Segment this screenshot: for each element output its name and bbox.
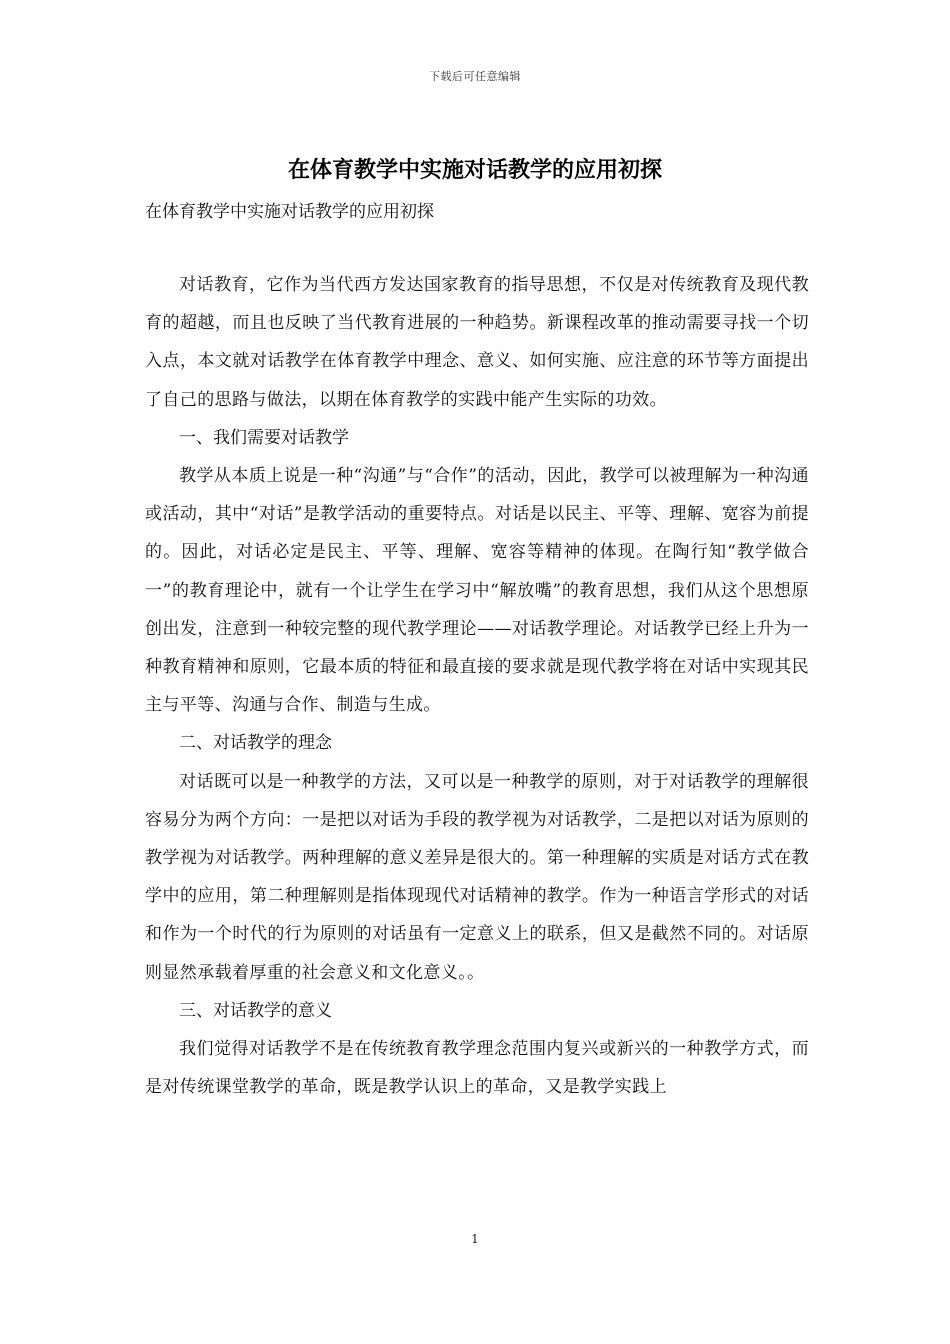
document-body	[145, 266, 809, 1106]
section-heading-2: 二、对话教学的理念	[179, 733, 332, 754]
section-paragraph-1: 教学从本质上说是一种“沟通”与“合作”的活动，因此，教学可以被理解为一种沟通或活动，其中“对话”是教学活动的重要特点。对话是以民主、平等、理解、宽容为前提的。因此，对话必定是民主、平等、理解、宽容等精神的体现。在陶行知“教学做合一”的教育理论中，就有一个让学生在学习中“解放嘴”的教育思想，我们从这个思想原创出发，注意到一种较完整的现代教学理论——对话教学理论。对话教学已经上升为一种教育精神和原则，它最本质的特征和最直接的要求就是现代教学将在对话中实现其民主与平等、沟通与合作、制造与生成。	[145, 466, 809, 716]
page-number: 1	[471, 1232, 479, 1246]
section-heading-1: 一、我们需要对话教学	[179, 427, 349, 448]
intro-paragraph: 对话教育，它作为当代西方发达国家教育的指导思想，不仅是对传统教育及现代教育的超越，而且也反映了当代教育进展的一种趋势。新课程改革的推动需要寻找一个切入点，本文就对话教学在体育教学中理念、意义、如何实施、应注意的环节等方面提出了自己的思路与做法，以期在体育教学的实践中能产生实际的功效。	[145, 275, 809, 410]
document-title: 在体育教学中实施对话教学的应用初探	[287, 158, 662, 183]
section-paragraph-2: 对话既可以是一种教学的方法，又可以是一种教学的原则，对于对话教学的理解很容易分为两个方向：一是把以对话为手段的教学视为对话教学，二是把以对话为原则的教学视为对话教学。两种理解的意义差异是很大的。第一种理解的实质是对话方式在教学中的应用，第二种理解则是指体现现代对话精神的教学。作为一种语言学形式的对话和作为一个时代的行为原则的对话虽有一定意义上的联系，但又是截然不同的。对话原则显然承载着厚重的社会意义和文化意义。。	[145, 771, 809, 983]
section-paragraph-3: 我们觉得对话教学不是在传统教育教学理念范围内复兴或新兴的一种教学方式，而是对传统课堂教学的革命，既是教学认识上的革命，又是教学实践上	[145, 1039, 809, 1098]
section-heading-3: 三、对话教学的意义	[179, 1000, 332, 1021]
header-note: 下载后可任意编辑	[429, 70, 521, 83]
document-subtitle: 在体育教学中实施对话教学的应用初探	[145, 202, 434, 222]
